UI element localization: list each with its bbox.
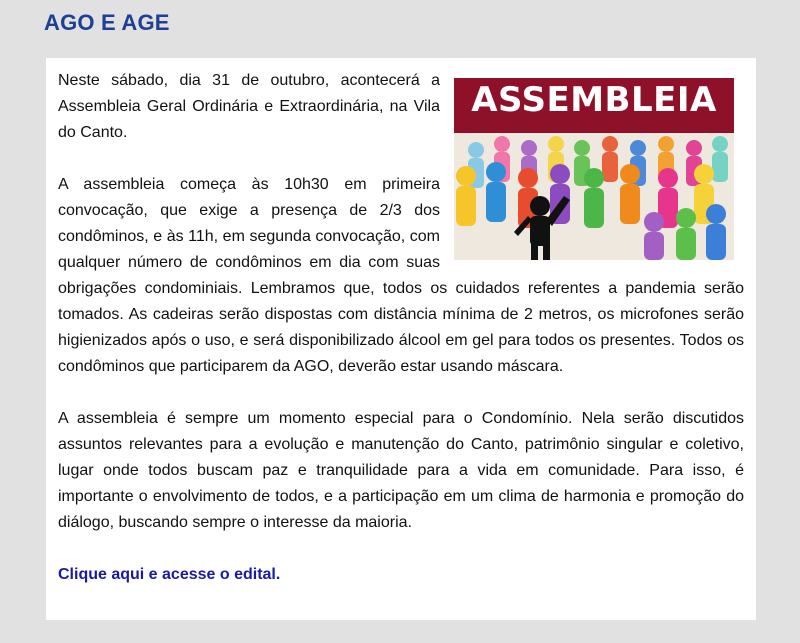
article-paragraph-3: A assembleia é sempre um momento especial para o Condomínio. Nela serão discutidos assuntos relevantes para a evolução e manutenção do Canto, patrimônio singular e coletivo, lugar onde todos buscam paz e tranquilidade para a vida em comunidade. Para isso, é importante o envolvimento de todos, e a participação em um clima de harmonia e promoção do diálogo, buscando sempre o interesse da maioria. [58,410,744,531]
banner-text: ASSEMBLEIA [471,80,717,120]
article-paragraph-1: Neste sábado, dia 31 de outubro, acontecerá a Assembleia Geral Ordinária e Extraordinária, na Vila do Canto. [58,72,440,141]
section-title: AGO E AGE [44,10,170,35]
assembleia-image [454,78,734,260]
article-paragraph-2: A assembleia começa às 10h30 em primeira convocação, que exige a presença de 2/3 dos condôminos, e às 11h, em segunda convocação, com qualquer número de condôminos em dia com suas obrigações condominiais. Lembramos que, todos os cuidados referentes a pandemia serão tomados. As cadeiras serão dispostas com distância mínima de 2 metros, os microfones serão higienizados após o uso, e será disponibilizado álcool em gel para todos os presentes. Todos os condôminos que participarem da AGO, deverão estar usando máscara. [58,176,744,375]
edital-link[interactable]: Clique aqui e acesse o edital. [58,566,281,583]
article-content [58,68,744,588]
article-card [46,58,756,620]
